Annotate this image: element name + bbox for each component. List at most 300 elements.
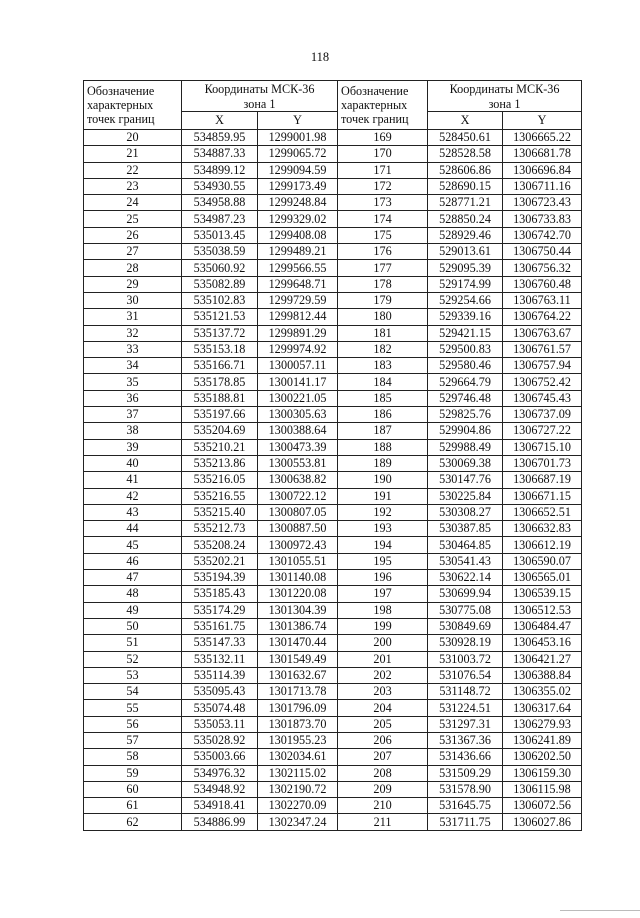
point-number-left: 52 bbox=[84, 651, 182, 667]
x-coordinate-left: 535137.72 bbox=[182, 325, 258, 341]
point-number-left: 38 bbox=[84, 423, 182, 439]
point-number-right: 198 bbox=[338, 602, 428, 618]
table-row bbox=[84, 602, 582, 618]
x-coordinate-right: 531076.54 bbox=[428, 667, 503, 683]
y-coordinate-right: 1306612.19 bbox=[503, 537, 582, 553]
table-body bbox=[84, 130, 582, 831]
y-coordinate-right: 1306760.48 bbox=[503, 276, 582, 292]
point-number-left: 46 bbox=[84, 553, 182, 569]
table-header bbox=[84, 81, 582, 130]
x-coordinate-right: 529174.99 bbox=[428, 276, 503, 292]
point-number-left: 59 bbox=[84, 765, 182, 781]
header-point-designation-right: Обозначение характерных точек границ bbox=[338, 81, 428, 130]
point-number-left: 26 bbox=[84, 227, 182, 243]
y-coordinate-right: 1306711.16 bbox=[503, 178, 582, 194]
point-number-right: 179 bbox=[338, 292, 428, 308]
y-coordinate-left: 1300388.64 bbox=[258, 423, 338, 439]
point-number-right: 202 bbox=[338, 667, 428, 683]
y-coordinate-left: 1301470.44 bbox=[258, 635, 338, 651]
point-number-right: 193 bbox=[338, 521, 428, 537]
y-coordinate-left: 1299489.21 bbox=[258, 244, 338, 260]
x-coordinate-right: 530775.08 bbox=[428, 602, 503, 618]
x-coordinate-left: 535095.43 bbox=[182, 684, 258, 700]
y-coordinate-left: 1301304.39 bbox=[258, 602, 338, 618]
y-coordinate-right: 1306388.84 bbox=[503, 667, 582, 683]
x-coordinate-left: 535132.11 bbox=[182, 651, 258, 667]
table-row bbox=[84, 504, 582, 520]
y-coordinate-right: 1306763.11 bbox=[503, 292, 582, 308]
x-coordinate-left: 535194.39 bbox=[182, 570, 258, 586]
y-coordinate-right: 1306681.78 bbox=[503, 146, 582, 162]
point-number-left: 25 bbox=[84, 211, 182, 227]
point-number-left: 33 bbox=[84, 341, 182, 357]
point-number-right: 205 bbox=[338, 716, 428, 732]
y-coordinate-right: 1306115.98 bbox=[503, 781, 582, 797]
y-coordinate-right: 1306761.57 bbox=[503, 341, 582, 357]
x-coordinate-left: 535102.83 bbox=[182, 292, 258, 308]
x-coordinate-left: 535216.55 bbox=[182, 488, 258, 504]
point-number-right: 188 bbox=[338, 439, 428, 455]
y-coordinate-right: 1306279.93 bbox=[503, 716, 582, 732]
point-number-left: 56 bbox=[84, 716, 182, 732]
y-coordinate-left: 1302115.02 bbox=[258, 765, 338, 781]
point-number-left: 31 bbox=[84, 309, 182, 325]
y-coordinate-left: 1300141.17 bbox=[258, 374, 338, 390]
table-row bbox=[84, 178, 582, 194]
x-coordinate-right: 530147.76 bbox=[428, 472, 503, 488]
y-coordinate-right: 1306671.15 bbox=[503, 488, 582, 504]
x-coordinate-left: 535204.69 bbox=[182, 423, 258, 439]
x-coordinate-right: 531224.51 bbox=[428, 700, 503, 716]
x-coordinate-left: 535208.24 bbox=[182, 537, 258, 553]
x-coordinate-right: 529988.49 bbox=[428, 439, 503, 455]
point-number-left: 37 bbox=[84, 407, 182, 423]
table-row bbox=[84, 570, 582, 586]
y-coordinate-right: 1306733.83 bbox=[503, 211, 582, 227]
table-row bbox=[84, 292, 582, 308]
point-number-left: 24 bbox=[84, 195, 182, 211]
table-row bbox=[84, 358, 582, 374]
x-coordinate-left: 535013.45 bbox=[182, 227, 258, 243]
table-row bbox=[84, 455, 582, 471]
table-row bbox=[84, 749, 582, 765]
table-row bbox=[84, 244, 582, 260]
x-coordinate-right: 529904.86 bbox=[428, 423, 503, 439]
point-number-left: 35 bbox=[84, 374, 182, 390]
y-coordinate-right: 1306632.83 bbox=[503, 521, 582, 537]
y-coordinate-right: 1306742.70 bbox=[503, 227, 582, 243]
table-row bbox=[84, 130, 582, 146]
x-coordinate-left: 535153.18 bbox=[182, 341, 258, 357]
table-row bbox=[84, 553, 582, 569]
y-coordinate-right: 1306027.86 bbox=[503, 814, 582, 830]
y-coordinate-left: 1299648.71 bbox=[258, 276, 338, 292]
y-coordinate-right: 1306687.19 bbox=[503, 472, 582, 488]
x-coordinate-right: 530622.14 bbox=[428, 570, 503, 586]
x-coordinate-right: 530849.69 bbox=[428, 618, 503, 634]
y-coordinate-left: 1301220.08 bbox=[258, 586, 338, 602]
y-coordinate-left: 1300638.82 bbox=[258, 472, 338, 488]
x-coordinate-left: 534930.55 bbox=[182, 178, 258, 194]
y-coordinate-left: 1299891.29 bbox=[258, 325, 338, 341]
point-number-right: 187 bbox=[338, 423, 428, 439]
point-number-left: 41 bbox=[84, 472, 182, 488]
x-coordinate-right: 528771.21 bbox=[428, 195, 503, 211]
point-number-right: 206 bbox=[338, 732, 428, 748]
y-coordinate-left: 1301632.67 bbox=[258, 667, 338, 683]
point-number-right: 208 bbox=[338, 765, 428, 781]
point-number-right: 209 bbox=[338, 781, 428, 797]
y-coordinate-right: 1306727.22 bbox=[503, 423, 582, 439]
x-coordinate-right: 529421.15 bbox=[428, 325, 503, 341]
point-number-left: 39 bbox=[84, 439, 182, 455]
point-number-right: 180 bbox=[338, 309, 428, 325]
x-coordinate-left: 535060.92 bbox=[182, 260, 258, 276]
header-point-designation-left: Обозначение характерных точек границ bbox=[84, 81, 182, 130]
point-number-right: 181 bbox=[338, 325, 428, 341]
point-number-right: 190 bbox=[338, 472, 428, 488]
table-row bbox=[84, 814, 582, 830]
point-number-left: 29 bbox=[84, 276, 182, 292]
y-coordinate-right: 1306590.07 bbox=[503, 553, 582, 569]
table-row bbox=[84, 781, 582, 797]
x-coordinate-left: 535147.33 bbox=[182, 635, 258, 651]
y-coordinate-right: 1306453.16 bbox=[503, 635, 582, 651]
point-number-left: 44 bbox=[84, 521, 182, 537]
y-coordinate-right: 1306652.51 bbox=[503, 504, 582, 520]
y-coordinate-right: 1306715.10 bbox=[503, 439, 582, 455]
point-number-left: 21 bbox=[84, 146, 182, 162]
table-row bbox=[84, 341, 582, 357]
header-coordinates-group-right: Координаты МСК-36 зона 1 bbox=[428, 81, 582, 112]
point-number-left: 42 bbox=[84, 488, 182, 504]
y-coordinate-right: 1306756.32 bbox=[503, 260, 582, 276]
x-coordinate-right: 531297.31 bbox=[428, 716, 503, 732]
x-coordinate-left: 535213.86 bbox=[182, 455, 258, 471]
point-number-left: 20 bbox=[84, 130, 182, 146]
point-number-left: 28 bbox=[84, 260, 182, 276]
point-number-left: 49 bbox=[84, 602, 182, 618]
point-number-right: 194 bbox=[338, 537, 428, 553]
table-row bbox=[84, 407, 582, 423]
point-number-left: 32 bbox=[84, 325, 182, 341]
point-number-right: 199 bbox=[338, 618, 428, 634]
y-coordinate-right: 1306539.15 bbox=[503, 586, 582, 602]
x-coordinate-right: 531367.36 bbox=[428, 732, 503, 748]
y-coordinate-right: 1306484.47 bbox=[503, 618, 582, 634]
x-coordinate-left: 534958.88 bbox=[182, 195, 258, 211]
x-coordinate-left: 535185.43 bbox=[182, 586, 258, 602]
y-coordinate-left: 1299974.92 bbox=[258, 341, 338, 357]
point-number-right: 211 bbox=[338, 814, 428, 830]
y-coordinate-right: 1306764.22 bbox=[503, 309, 582, 325]
point-number-right: 170 bbox=[338, 146, 428, 162]
x-coordinate-left: 535178.85 bbox=[182, 374, 258, 390]
point-number-left: 34 bbox=[84, 358, 182, 374]
x-coordinate-left: 535114.39 bbox=[182, 667, 258, 683]
point-number-left: 30 bbox=[84, 292, 182, 308]
table-row bbox=[84, 651, 582, 667]
point-number-right: 182 bbox=[338, 341, 428, 357]
table-row bbox=[84, 798, 582, 814]
x-coordinate-right: 529013.61 bbox=[428, 244, 503, 260]
y-coordinate-right: 1306512.53 bbox=[503, 602, 582, 618]
y-coordinate-left: 1299001.98 bbox=[258, 130, 338, 146]
point-number-left: 43 bbox=[84, 504, 182, 520]
point-number-right: 175 bbox=[338, 227, 428, 243]
point-number-right: 203 bbox=[338, 684, 428, 700]
table-row bbox=[84, 635, 582, 651]
y-coordinate-left: 1300887.50 bbox=[258, 521, 338, 537]
x-coordinate-left: 535038.59 bbox=[182, 244, 258, 260]
x-coordinate-left: 535210.21 bbox=[182, 439, 258, 455]
x-coordinate-left: 535082.89 bbox=[182, 276, 258, 292]
point-number-left: 40 bbox=[84, 455, 182, 471]
table-row bbox=[84, 260, 582, 276]
header-y-right: Y bbox=[503, 112, 582, 130]
x-coordinate-right: 528690.15 bbox=[428, 178, 503, 194]
point-number-right: 174 bbox=[338, 211, 428, 227]
x-coordinate-right: 529500.83 bbox=[428, 341, 503, 357]
point-number-right: 195 bbox=[338, 553, 428, 569]
point-number-left: 48 bbox=[84, 586, 182, 602]
point-number-left: 60 bbox=[84, 781, 182, 797]
y-coordinate-left: 1302347.24 bbox=[258, 814, 338, 830]
header-y-left: Y bbox=[258, 112, 338, 130]
x-coordinate-right: 528929.46 bbox=[428, 227, 503, 243]
x-coordinate-left: 535212.73 bbox=[182, 521, 258, 537]
x-coordinate-right: 529254.66 bbox=[428, 292, 503, 308]
y-coordinate-left: 1301955.23 bbox=[258, 732, 338, 748]
point-number-right: 184 bbox=[338, 374, 428, 390]
x-coordinate-right: 531711.75 bbox=[428, 814, 503, 830]
y-coordinate-left: 1301713.78 bbox=[258, 684, 338, 700]
x-coordinate-right: 529664.79 bbox=[428, 374, 503, 390]
x-coordinate-right: 529825.76 bbox=[428, 407, 503, 423]
point-number-left: 51 bbox=[84, 635, 182, 651]
table-row bbox=[84, 586, 582, 602]
y-coordinate-left: 1301140.08 bbox=[258, 570, 338, 586]
y-coordinate-left: 1301549.49 bbox=[258, 651, 338, 667]
point-number-right: 178 bbox=[338, 276, 428, 292]
table-row bbox=[84, 439, 582, 455]
x-coordinate-right: 530699.94 bbox=[428, 586, 503, 602]
header-x-left: X bbox=[182, 112, 258, 130]
y-coordinate-left: 1301386.74 bbox=[258, 618, 338, 634]
table-row bbox=[84, 716, 582, 732]
x-coordinate-left: 535003.66 bbox=[182, 749, 258, 765]
y-coordinate-left: 1300057.11 bbox=[258, 358, 338, 374]
y-coordinate-left: 1302034.61 bbox=[258, 749, 338, 765]
point-number-right: 169 bbox=[338, 130, 428, 146]
y-coordinate-right: 1306355.02 bbox=[503, 684, 582, 700]
y-coordinate-left: 1300553.81 bbox=[258, 455, 338, 471]
y-coordinate-right: 1306752.42 bbox=[503, 374, 582, 390]
x-coordinate-right: 529095.39 bbox=[428, 260, 503, 276]
y-coordinate-left: 1299248.84 bbox=[258, 195, 338, 211]
table-row bbox=[84, 472, 582, 488]
x-coordinate-right: 530928.19 bbox=[428, 635, 503, 651]
x-coordinate-left: 535215.40 bbox=[182, 504, 258, 520]
y-coordinate-left: 1299729.59 bbox=[258, 292, 338, 308]
table-row bbox=[84, 227, 582, 243]
point-number-right: 189 bbox=[338, 455, 428, 471]
x-coordinate-left: 534987.23 bbox=[182, 211, 258, 227]
table-row bbox=[84, 684, 582, 700]
y-coordinate-right: 1306159.30 bbox=[503, 765, 582, 781]
y-coordinate-left: 1302190.72 bbox=[258, 781, 338, 797]
point-number-left: 53 bbox=[84, 667, 182, 683]
x-coordinate-right: 528528.58 bbox=[428, 146, 503, 162]
table-row bbox=[84, 488, 582, 504]
y-coordinate-right: 1306241.89 bbox=[503, 732, 582, 748]
x-coordinate-left: 534918.41 bbox=[182, 798, 258, 814]
point-number-right: 200 bbox=[338, 635, 428, 651]
y-coordinate-left: 1300473.39 bbox=[258, 439, 338, 455]
table-row bbox=[84, 732, 582, 748]
point-number-right: 207 bbox=[338, 749, 428, 765]
x-coordinate-left: 534859.95 bbox=[182, 130, 258, 146]
y-coordinate-left: 1299329.02 bbox=[258, 211, 338, 227]
point-number-left: 45 bbox=[84, 537, 182, 553]
y-coordinate-left: 1300972.43 bbox=[258, 537, 338, 553]
x-coordinate-right: 531509.29 bbox=[428, 765, 503, 781]
y-coordinate-left: 1300221.05 bbox=[258, 390, 338, 406]
y-coordinate-right: 1306202.50 bbox=[503, 749, 582, 765]
point-number-right: 204 bbox=[338, 700, 428, 716]
table-row bbox=[84, 211, 582, 227]
x-coordinate-left: 534886.99 bbox=[182, 814, 258, 830]
table-row bbox=[84, 537, 582, 553]
point-number-left: 27 bbox=[84, 244, 182, 260]
y-coordinate-right: 1306565.01 bbox=[503, 570, 582, 586]
x-coordinate-right: 531436.66 bbox=[428, 749, 503, 765]
header-coordinates-group-left: Координаты МСК-36 зона 1 bbox=[182, 81, 338, 112]
x-coordinate-left: 535202.21 bbox=[182, 553, 258, 569]
table-row bbox=[84, 521, 582, 537]
x-coordinate-left: 534976.32 bbox=[182, 765, 258, 781]
x-coordinate-right: 529580.46 bbox=[428, 358, 503, 374]
x-coordinate-left: 534887.33 bbox=[182, 146, 258, 162]
y-coordinate-right: 1306757.94 bbox=[503, 358, 582, 374]
header-x-right: X bbox=[428, 112, 503, 130]
point-number-left: 55 bbox=[84, 700, 182, 716]
table-row bbox=[84, 309, 582, 325]
y-coordinate-right: 1306701.73 bbox=[503, 455, 582, 471]
x-coordinate-right: 529339.16 bbox=[428, 309, 503, 325]
x-coordinate-left: 534948.92 bbox=[182, 781, 258, 797]
table-row bbox=[84, 390, 582, 406]
x-coordinate-left: 535166.71 bbox=[182, 358, 258, 374]
point-number-left: 36 bbox=[84, 390, 182, 406]
point-number-right: 191 bbox=[338, 488, 428, 504]
x-coordinate-right: 528606.86 bbox=[428, 162, 503, 178]
x-coordinate-right: 531645.75 bbox=[428, 798, 503, 814]
point-number-right: 185 bbox=[338, 390, 428, 406]
x-coordinate-left: 535074.48 bbox=[182, 700, 258, 716]
point-number-right: 171 bbox=[338, 162, 428, 178]
x-coordinate-right: 529746.48 bbox=[428, 390, 503, 406]
x-coordinate-left: 535121.53 bbox=[182, 309, 258, 325]
y-coordinate-right: 1306317.64 bbox=[503, 700, 582, 716]
y-coordinate-left: 1299408.08 bbox=[258, 227, 338, 243]
table-row bbox=[84, 700, 582, 716]
y-coordinate-right: 1306737.09 bbox=[503, 407, 582, 423]
table-row bbox=[84, 276, 582, 292]
point-number-right: 201 bbox=[338, 651, 428, 667]
x-coordinate-right: 530464.85 bbox=[428, 537, 503, 553]
y-coordinate-right: 1306072.56 bbox=[503, 798, 582, 814]
y-coordinate-left: 1301796.09 bbox=[258, 700, 338, 716]
point-number-left: 54 bbox=[84, 684, 182, 700]
y-coordinate-right: 1306665.22 bbox=[503, 130, 582, 146]
point-number-left: 23 bbox=[84, 178, 182, 194]
y-coordinate-right: 1306745.43 bbox=[503, 390, 582, 406]
x-coordinate-left: 535197.66 bbox=[182, 407, 258, 423]
x-coordinate-right: 531148.72 bbox=[428, 684, 503, 700]
x-coordinate-left: 535053.11 bbox=[182, 716, 258, 732]
y-coordinate-left: 1299566.55 bbox=[258, 260, 338, 276]
x-coordinate-right: 530225.84 bbox=[428, 488, 503, 504]
table-row bbox=[84, 146, 582, 162]
y-coordinate-right: 1306723.43 bbox=[503, 195, 582, 211]
x-coordinate-left: 534899.12 bbox=[182, 162, 258, 178]
y-coordinate-left: 1299065.72 bbox=[258, 146, 338, 162]
y-coordinate-left: 1299094.59 bbox=[258, 162, 338, 178]
x-coordinate-right: 531003.72 bbox=[428, 651, 503, 667]
point-number-right: 196 bbox=[338, 570, 428, 586]
y-coordinate-left: 1299812.44 bbox=[258, 309, 338, 325]
x-coordinate-right: 531578.90 bbox=[428, 781, 503, 797]
table-row bbox=[84, 618, 582, 634]
y-coordinate-right: 1306763.67 bbox=[503, 325, 582, 341]
point-number-right: 183 bbox=[338, 358, 428, 374]
y-coordinate-right: 1306421.27 bbox=[503, 651, 582, 667]
point-number-left: 22 bbox=[84, 162, 182, 178]
y-coordinate-right: 1306696.84 bbox=[503, 162, 582, 178]
table-row bbox=[84, 667, 582, 683]
table-row bbox=[84, 325, 582, 341]
y-coordinate-right: 1306750.44 bbox=[503, 244, 582, 260]
point-number-right: 173 bbox=[338, 195, 428, 211]
x-coordinate-right: 530308.27 bbox=[428, 504, 503, 520]
y-coordinate-left: 1300305.63 bbox=[258, 407, 338, 423]
x-coordinate-left: 535174.29 bbox=[182, 602, 258, 618]
point-number-right: 186 bbox=[338, 407, 428, 423]
y-coordinate-left: 1302270.09 bbox=[258, 798, 338, 814]
point-number-left: 58 bbox=[84, 749, 182, 765]
coordinates-table bbox=[83, 80, 582, 831]
point-number-left: 62 bbox=[84, 814, 182, 830]
x-coordinate-left: 535188.81 bbox=[182, 390, 258, 406]
x-coordinate-right: 530541.43 bbox=[428, 553, 503, 569]
point-number-left: 57 bbox=[84, 732, 182, 748]
x-coordinate-right: 530387.85 bbox=[428, 521, 503, 537]
y-coordinate-left: 1300722.12 bbox=[258, 488, 338, 504]
x-coordinate-left: 535216.05 bbox=[182, 472, 258, 488]
y-coordinate-left: 1301055.51 bbox=[258, 553, 338, 569]
x-coordinate-right: 528850.24 bbox=[428, 211, 503, 227]
x-coordinate-right: 528450.61 bbox=[428, 130, 503, 146]
point-number-right: 192 bbox=[338, 504, 428, 520]
point-number-left: 61 bbox=[84, 798, 182, 814]
table-row bbox=[84, 423, 582, 439]
point-number-right: 197 bbox=[338, 586, 428, 602]
page-number: 118 bbox=[310, 50, 330, 64]
table-row bbox=[84, 374, 582, 390]
x-coordinate-left: 535028.92 bbox=[182, 732, 258, 748]
table-row bbox=[84, 162, 582, 178]
